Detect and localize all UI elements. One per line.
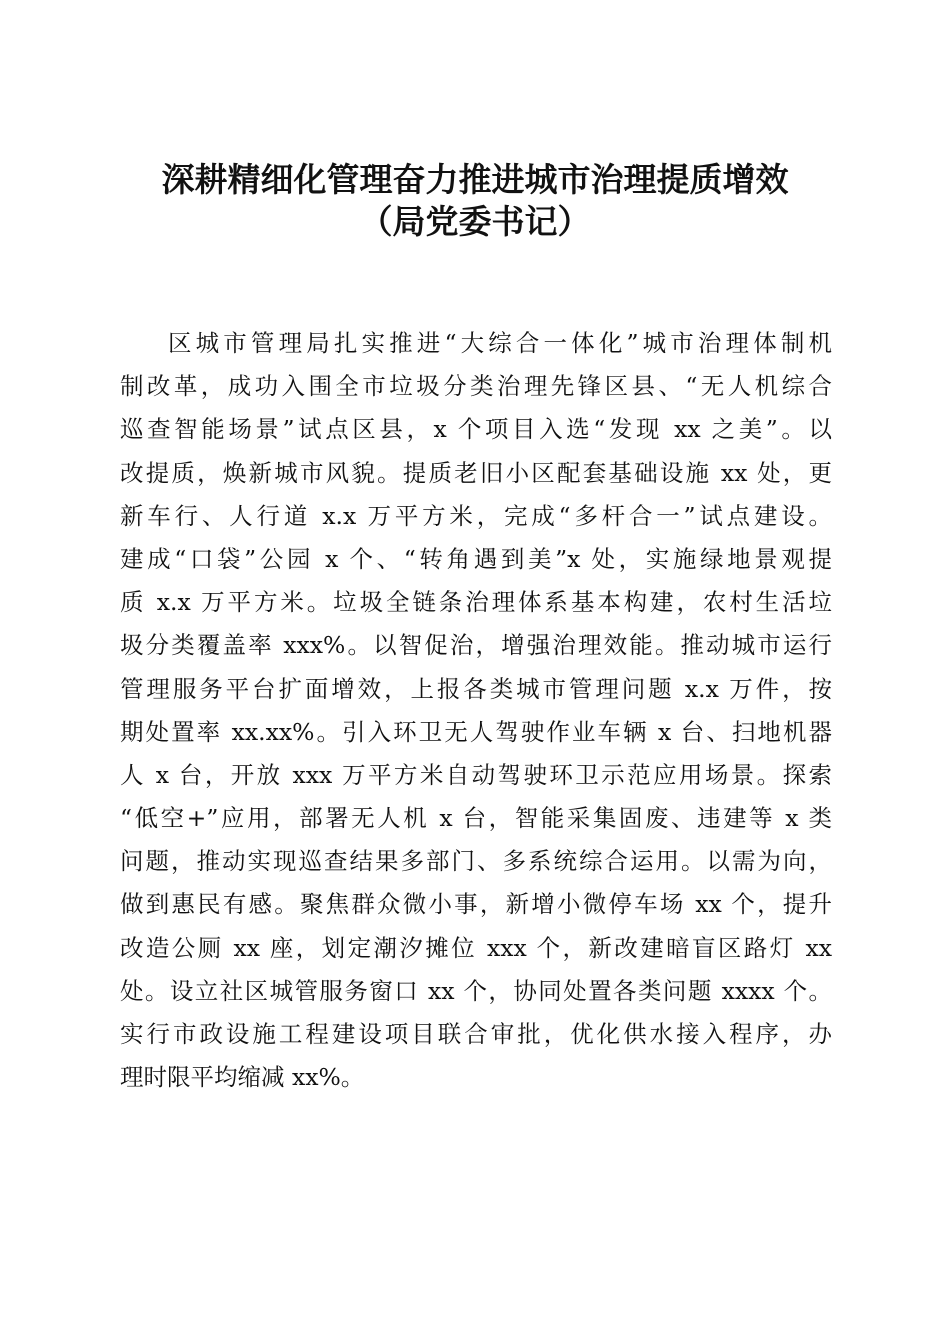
paragraph-line: 巡查智能场景”试点区县，x 个项目入选“发现 xx 之美”。以 [120,415,832,444]
paragraph-line: 理时限平均缩减 xx%。 [120,1063,365,1092]
paragraph-line: 改提质，焕新城市风貌。提质老旧小区配套基础设施 xx 处，更 [120,458,832,487]
paragraph-line: 建成“口袋”公园 x 个、“转角遇到美”x 处，实施绿地景观提 [120,544,832,573]
paragraph-line: 区城市管理局扎实推进“大综合一体化”城市治理体制机 [168,329,832,357]
paragraph-line: “低空+”应用，部署无人机 x 台，智能采集固废、违建等 x 类 [120,804,832,833]
paragraph-line: 改造公厕 xx 座，划定潮汐摊位 xxx 个，新改建暗盲区路灯 xx [120,933,832,962]
document-subtitle: （局党委书记） [359,202,591,241]
paragraph-line: 管理服务平台扩面增效，上报各类城市管理问题 x.x 万件，按 [120,674,832,703]
paragraph-line: 圾分类覆盖率 xxx%。以智促治，增强治理效能。推动城市运行 [120,631,832,660]
paragraph-line: 质 x.x 万平方米。垃圾全链条治理体系基本构建，农村生活垃 [120,588,832,617]
paragraph-line: 人 x 台，开放 xxx 万平方米自动驾驶环卫示范应用场景。探索 [120,760,832,789]
body-paragraph [120,322,832,1099]
paragraph-line: 实行市政设施工程建设项目联合审批，优化供水接入程序，办 [120,1020,832,1048]
paragraph-line: 做到惠民有感。聚焦群众微小事，新增小微停车场 xx 个，提升 [120,890,832,919]
paragraph-line: 处。设立社区城管服务窗口 xx 个，协同处置各类问题 xxxx 个。 [120,976,832,1005]
paragraph-line: 新车行、人行道 x.x 万平方米，完成“多杆合一”试点建设。 [120,501,832,530]
paragraph-line: 制改革，成功入围全市垃圾分类治理先锋区县、“无人机综合 [120,372,832,401]
paragraph-line: 期处置率 xx.xx%。引入环卫无人驾驶作业车辆 x 台、扫地机器 [120,717,832,746]
paragraph-line: 问题，推动实现巡查结果多部门、多系统综合运用。以需为向， [120,847,832,876]
document-title: 深耕精细化管理奋力推进城市治理提质增效 [161,160,789,199]
